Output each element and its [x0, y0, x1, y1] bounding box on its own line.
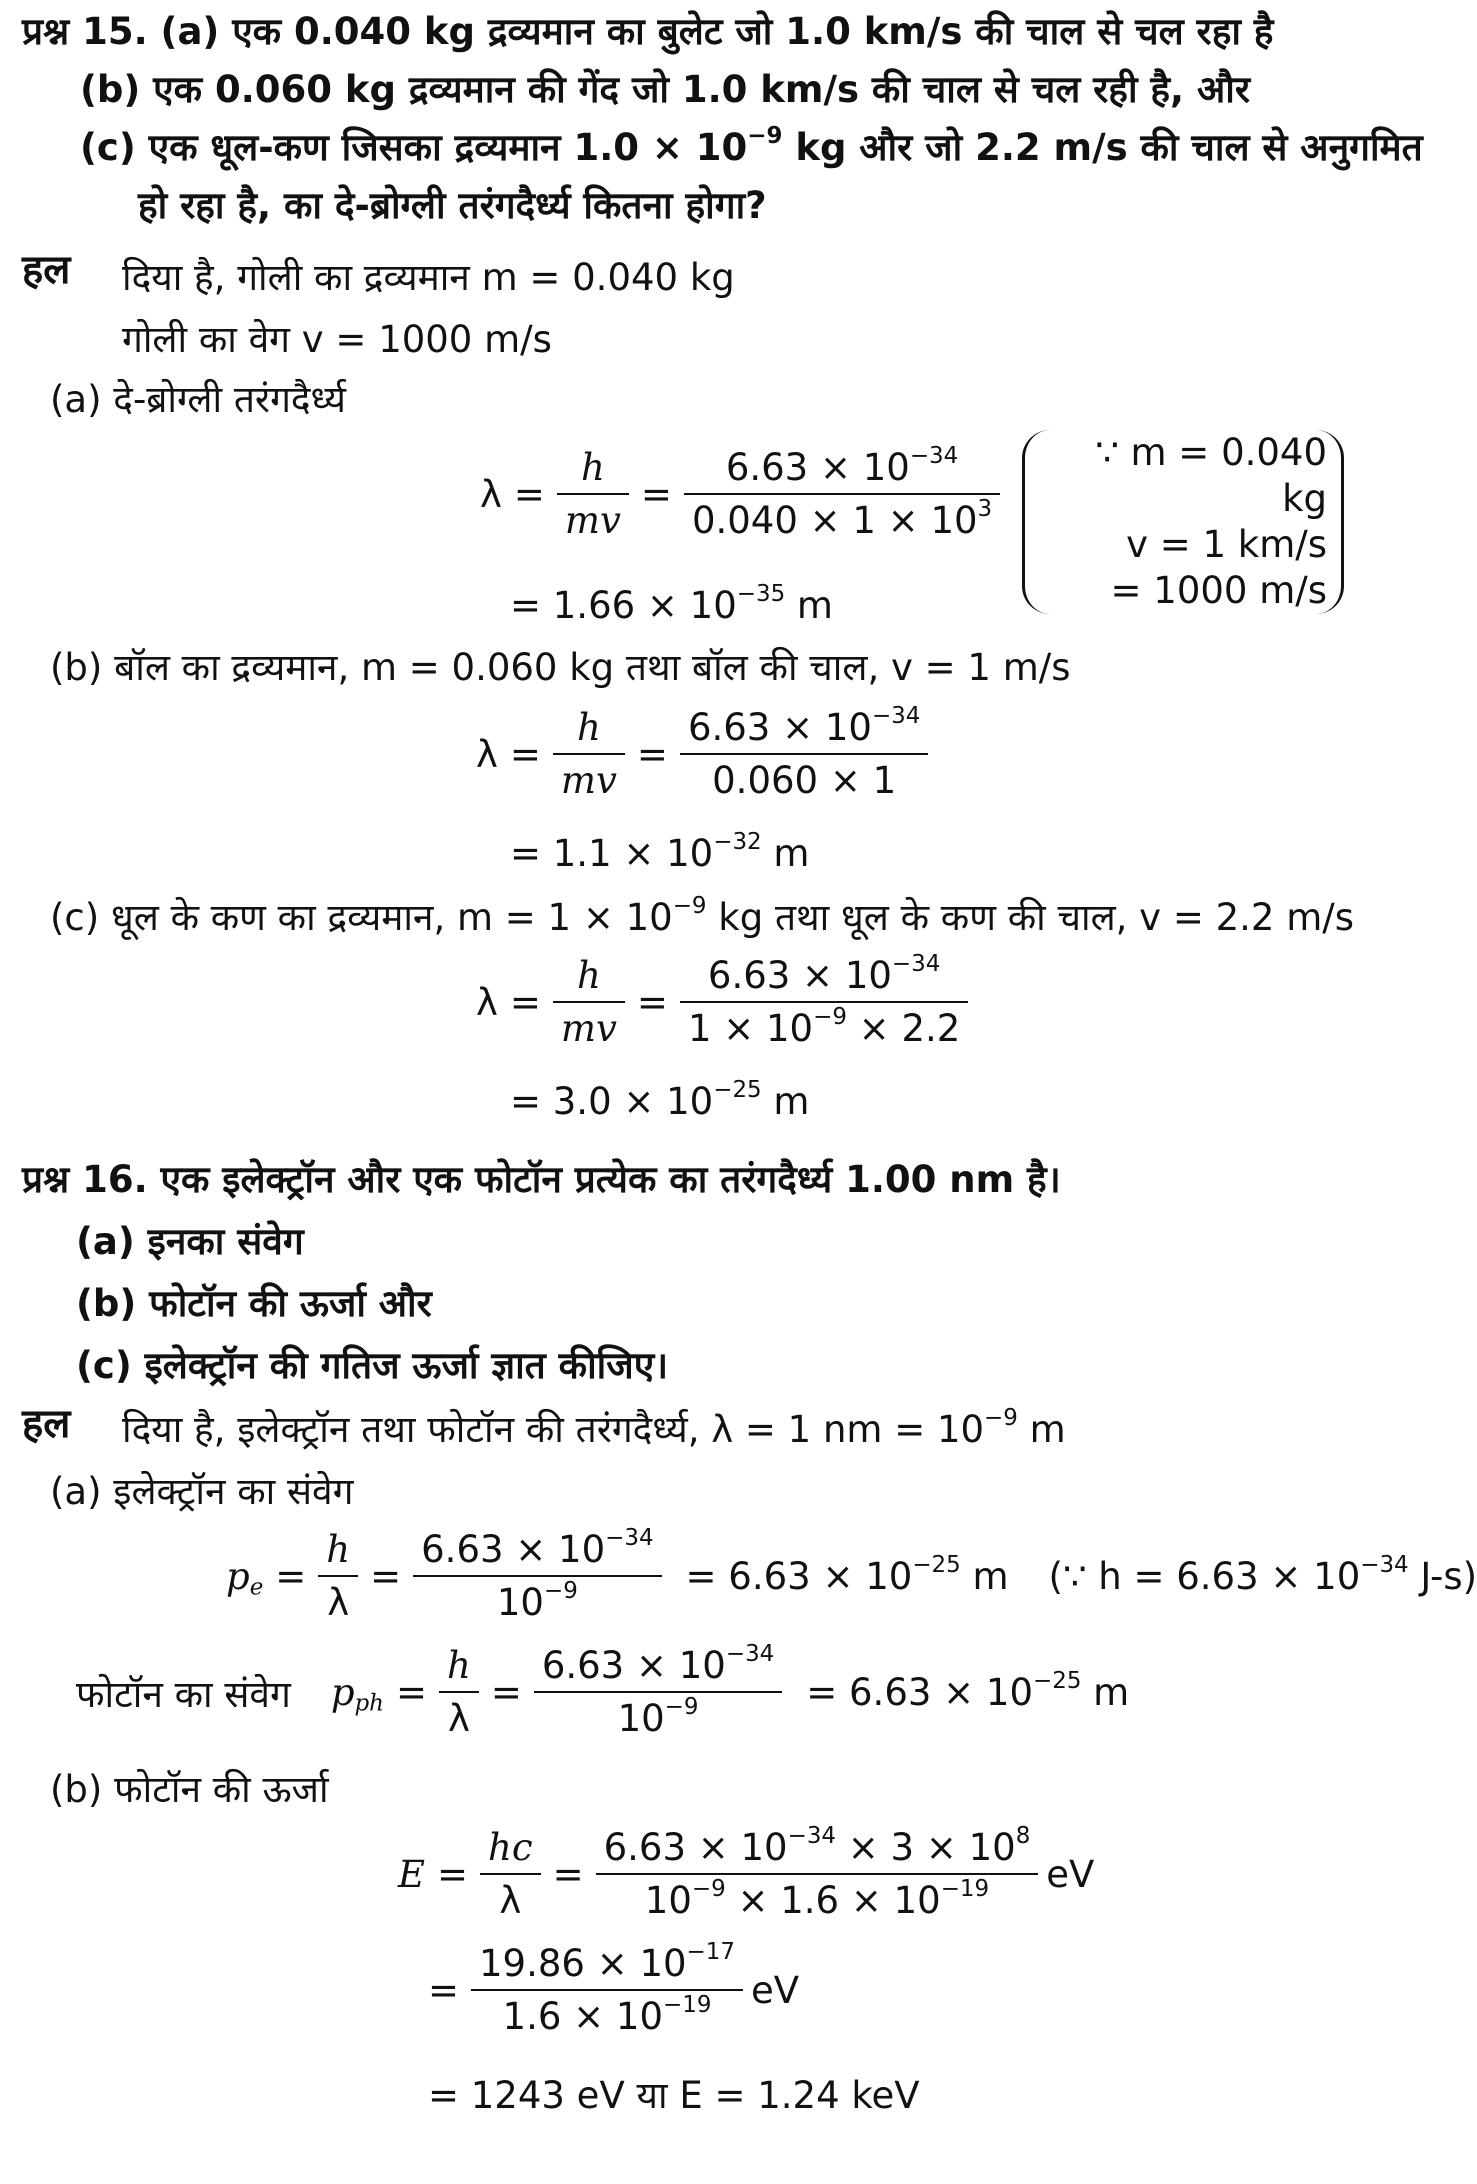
- fraction-h-over-mv: $\frac{h}{mv}$: [553, 954, 625, 1050]
- fraction-15b: $\frac{6.63 \times 10^{-34}}{0.060 \times 1}$: [680, 706, 928, 802]
- fraction-h-over-mv: $\frac{h}{mv}$: [557, 446, 629, 542]
- pe-symbol: $p_e$: [226, 1554, 264, 1601]
- equation-15a: λ = $\frac{h}{mv}$ = $\frac{6.63 \times 10^{-34}}{0.040 \times 1 \times 10^3}$: [480, 446, 1000, 542]
- solution-15-given-mass: दिया है, गोली का द्रव्यमान m = 0.040 kg: [122, 256, 735, 299]
- question-15-line-a: [22, 8, 1273, 56]
- lambda-symbol: λ: [476, 980, 498, 1024]
- fraction-h-over-mv: $\frac{h}{mv}$: [553, 706, 625, 802]
- pph-result: = $6.63 \times 10^{-25}$ m: [806, 1667, 1130, 1714]
- pph-symbol: $p_{ph}$: [330, 1670, 384, 1717]
- question-16-text: एक इलेक्ट्रॉन और एक फोटॉन प्रत्येक का तरंगदैर्ध्य 1.00 nm है।: [160, 1158, 1061, 1201]
- equation-pph: फोटॉन का संवेग $p_{ph}$ = $\frac{h}{\lambda}$ = $\frac{6.63 \times 10^{-34}}{10^{-9}}$ = $6.63 \times 10^{-25}$ m: [76, 1640, 1130, 1740]
- note-velocity: v = 1 km/s: [1126, 523, 1327, 566]
- photon-momentum-label: फोटॉन का संवेग: [76, 1672, 291, 1716]
- question-15-label: प्रश्न 15.: [22, 10, 148, 53]
- result-15a: = $1.66 \times 10^{-35}$ m: [510, 580, 833, 627]
- result-15c: = $3.0 \times 10^{-25}$ m: [510, 1076, 810, 1123]
- equation-15b: λ = $\frac{h}{mv}$ = $\frac{6.63 \times 10^{-34}}{0.060 \times 1}$: [476, 706, 928, 802]
- solution-15-label: हल: [22, 247, 71, 293]
- fraction-15c: $\frac{6.63 \times 10^{-34}}{1 \times 10^{-9} \times 2.2}$: [680, 954, 968, 1050]
- pe-result: = $6.63 \times 10^{-25}$ m: [685, 1551, 1009, 1598]
- question-16-part-a: (a) इनका संवेग: [76, 1220, 304, 1263]
- solution-15-part-b-heading: (b) बॉल का द्रव्यमान, m = 0.060 kg तथा बॉल की चाल, v = 1 m/s: [50, 646, 1071, 689]
- solution-15-part-c-heading: (c) धूल के कण का द्रव्यमान, $m = 1 \times 10^{-9}$ kg तथा धूल के कण की चाल, v = 2.2 m/s: [50, 892, 1354, 939]
- fraction-hc-over-lambda: $\frac{hc}{\lambda}$: [480, 1826, 541, 1922]
- result-15b: = $1.1 \times 10^{-32}$ m: [510, 828, 810, 875]
- fraction-pe: $\frac{6.63 \times 10^{-34}}{10^{-9}}$: [413, 1528, 661, 1624]
- equation-energy-step2: = $\frac{19.86 \times 10^{-17}}{1.6 \times 10^{-19}}$ eV: [428, 1938, 800, 2038]
- question-16-label: प्रश्न 16.: [22, 1158, 148, 1201]
- note-mass: ∵ m = 0.040 kg: [1095, 431, 1327, 520]
- fraction-h-over-lambda: $\frac{h}{\lambda}$: [439, 1644, 479, 1740]
- energy-symbol: E: [398, 1852, 426, 1896]
- question-15-part-a: (a) एक 0.040 kg द्रव्यमान का बुलेट जो 1.0 km/s की चाल से चल रहा है: [160, 10, 1274, 53]
- question-16-line: [22, 1156, 1061, 1204]
- question-16-part-b: (b) फोटॉन की ऊर्जा और: [76, 1282, 432, 1325]
- equation-energy: E = $\frac{hc}{\lambda}$ = $\frac{6.63 \times 10^{-34} \times 3 \times 10^8}{10^{-9} \times 1.6 \times 10^{-19}}$ eV: [398, 1822, 1095, 1922]
- fraction-15a: $\frac{6.63 \times 10^{-34}}{0.040 \times 1 \times 10^3}$: [684, 446, 1000, 542]
- question-15-part-c-line1: (c) एक धूल-कण जिसका द्रव्यमान $1.0 \times 10^{-9}$ kg और जो 2.2 m/s की चाल से अनुगमित: [80, 122, 1423, 169]
- fraction-h-over-lambda: $\frac{h}{\lambda}$: [318, 1528, 358, 1624]
- solution-16-given: दिया है, इलेक्ट्रॉन तथा फोटॉन की तरंगदैर्ध्य, λ = 1 nm = $10^{-9}$ m: [122, 1404, 1066, 1451]
- fraction-energy: $\frac{6.63 \times 10^{-34} \times 3 \times 10^8}{10^{-9} \times 1.6 \times 10^{-19}}$: [596, 1826, 1039, 1922]
- pe-note: (∵ $h = 6.63 \times 10^{-34}$ J-s): [1048, 1551, 1477, 1598]
- energy-unit: eV: [1046, 1852, 1095, 1896]
- final-energy-result: = 1243 eV या E = 1.24 keV: [428, 2074, 920, 2117]
- solution-15-given-velocity: गोली का वेग v = 1000 m/s: [122, 318, 552, 361]
- question-15-part-c-line2: हो रहा है, का दे-ब्रोग्ली तरंगदैर्ध्य कितना होगा?: [138, 184, 767, 227]
- fraction-pph: $\frac{6.63 \times 10^{-34}}{10^{-9}}$: [534, 1644, 782, 1740]
- solution-16-label: हल: [22, 1401, 71, 1447]
- equation-15c: λ = $\frac{h}{mv}$ = $\frac{6.63 \times 10^{-34}}{1 \times 10^{-9} \times 2.2}$: [476, 954, 968, 1050]
- question-15-part-b: (b) एक 0.060 kg द्रव्यमान की गेंद जो 1.0 km/s की चाल से चल रही है, और: [80, 68, 1250, 111]
- fraction-energy-step2: $\frac{19.86 \times 10^{-17}}{1.6 \times 10^{-19}}$: [471, 1942, 743, 2038]
- solution-16-part-b-heading: (b) फोटॉन की ऊर्जा: [50, 1768, 329, 1811]
- lambda-symbol: λ: [480, 472, 502, 516]
- solution-15-part-a-heading: (a) दे-ब्रोग्ली तरंगदैर्ध्य: [50, 378, 346, 421]
- note-velocity-converted: = 1000 m/s: [1110, 569, 1327, 612]
- equation-pe: $p_e$ = $\frac{h}{\lambda}$ = $\frac{6.63 \times 10^{-34}}{10^{-9}}$ = $6.63 \times 10^{-25}$ m (∵ $h = 6.63 \times 10^{-34}$ J-s): [226, 1524, 1477, 1624]
- lambda-symbol: λ: [476, 732, 498, 776]
- given-note-15a: [1022, 430, 1344, 614]
- energy-step2-unit: eV: [750, 1968, 800, 2012]
- solution-16-part-a-heading: (a) इलेक्ट्रॉन का संवेग: [50, 1470, 354, 1513]
- question-16-part-c: (c) इलेक्ट्रॉन की गतिज ऊर्जा ज्ञात कीजिए।: [76, 1344, 669, 1387]
